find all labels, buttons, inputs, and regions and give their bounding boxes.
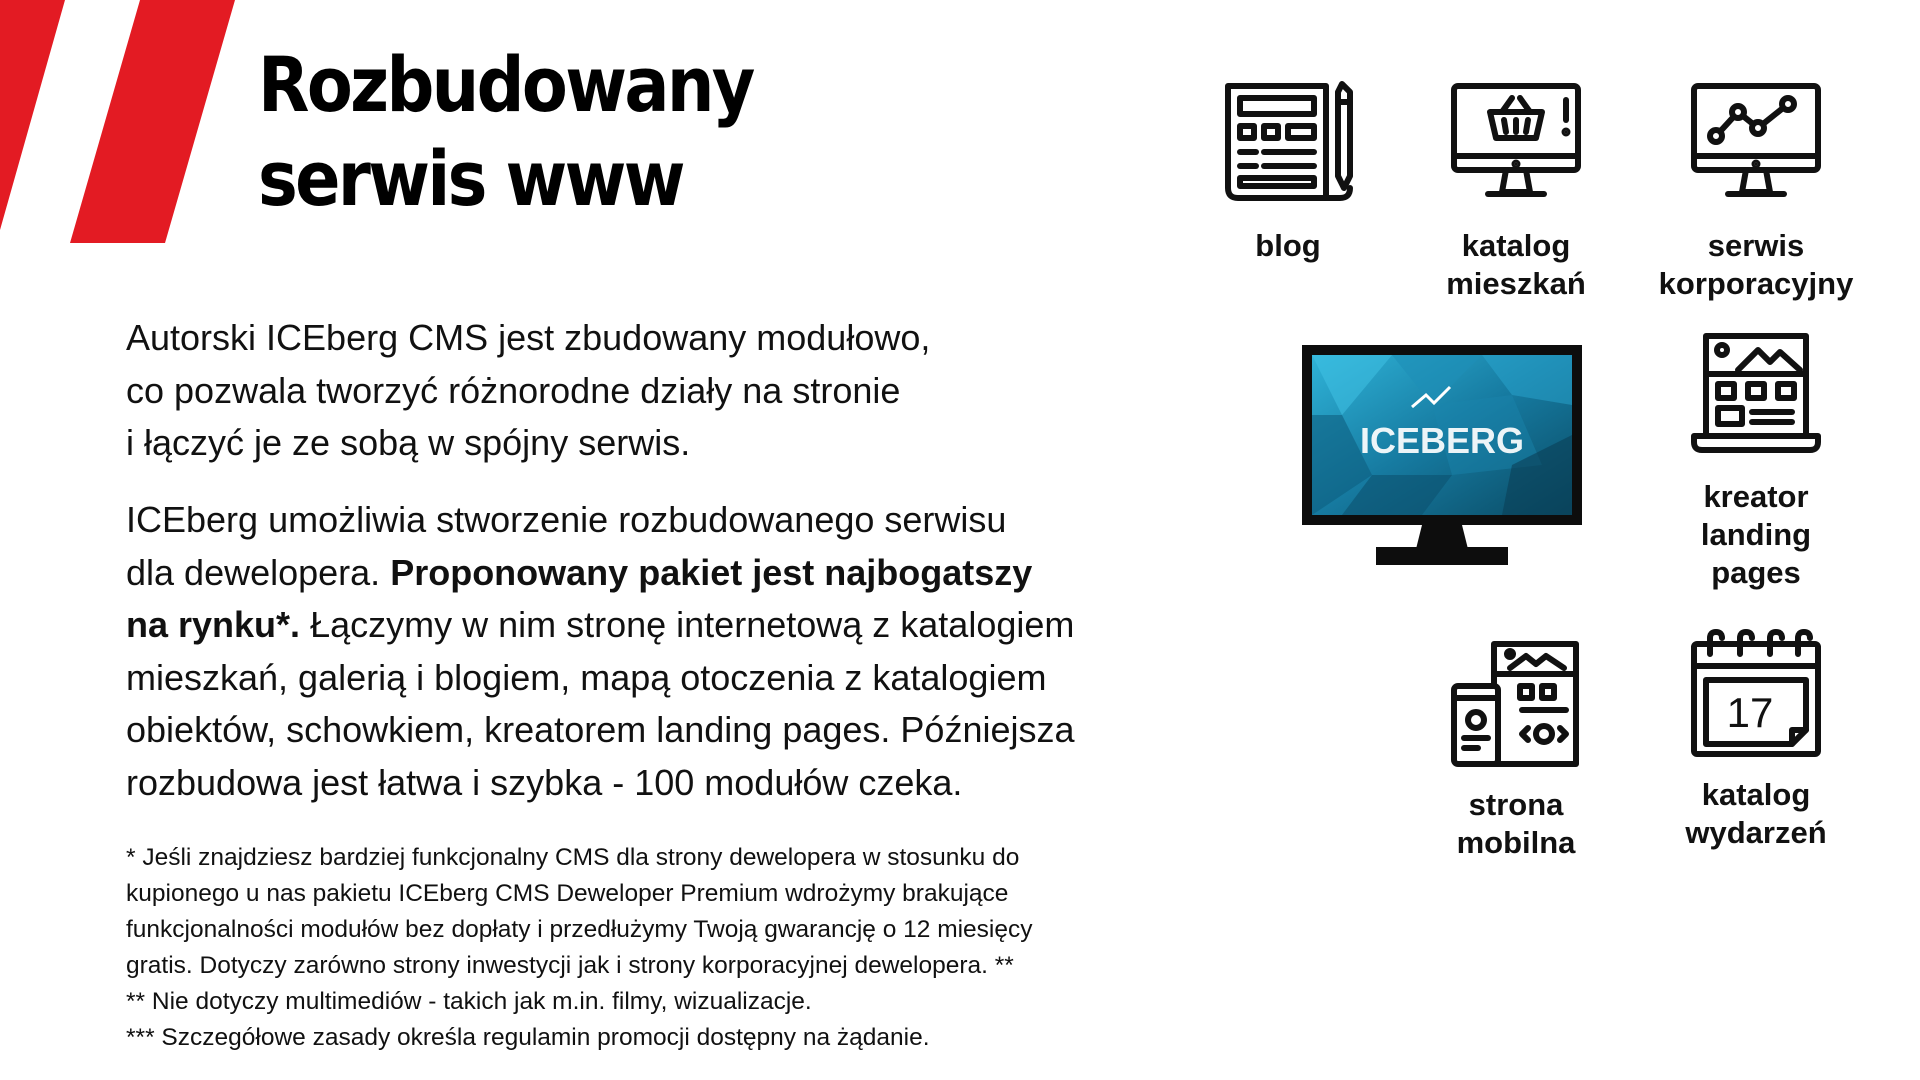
monitor-chart-icon [1688, 80, 1824, 204]
iceberg-monitor-illustration [1302, 345, 1584, 574]
red-stripes-decoration [0, 0, 240, 245]
label-blog-line-1: blog [1255, 228, 1321, 263]
calendar-icon [1688, 628, 1824, 760]
footnote-line-1: * Jeśli znajdziesz bardziej funkcjonalny CMS dla strony dewelopera w stosunku do [126, 844, 1020, 871]
page-title [258, 38, 753, 226]
label-kreator-line-2: landing [1700, 517, 1812, 552]
footnote-line-5: ** Nie dotyczy multimediów - takich jak m.in. filmy, wizualizacje. [126, 988, 812, 1015]
footnote-line-4: gratis. Dotyczy zarówno strony inwestycji jak i strony korporacyjnej dewelopera. ** [126, 952, 1014, 979]
offer-line-2 [126, 547, 1075, 600]
label-serwis-korporacyjny-line-1: serwis [1707, 228, 1805, 263]
offer-line-3 [126, 599, 1075, 652]
mobile-devices-icon [1448, 638, 1584, 770]
offer-line-4: mieszkań, galerią i blogiem, mapą otoczenia z katalogiem [126, 656, 1047, 698]
monitor-basket-icon [1448, 80, 1584, 204]
title-line-1: Rozbudowany [258, 40, 753, 129]
monitor-stand [1416, 525, 1468, 549]
calendar-day-number: 17 [1726, 689, 1774, 736]
label-kreator [1636, 478, 1876, 592]
intro-line-3: i łączyć je ze sobą w spójny serwis. [126, 422, 691, 463]
label-katalog-mieszkan-line-2: mieszkań [1446, 266, 1586, 301]
intro-line-1: Autorski ICEberg CMS jest zbudowany modułowo, [126, 317, 931, 358]
offer-line-1: ICEberg umożliwia stworzenie rozbudowanego serwisu [126, 499, 1007, 540]
red-stripe-left [0, 0, 65, 230]
label-katalog-mieszkan-line-1: katalog [1461, 228, 1571, 263]
monitor-base [1376, 547, 1508, 565]
intro-paragraph [126, 312, 930, 470]
laptop-landing-icon [1688, 330, 1824, 456]
label-katalog-mieszkan [1396, 227, 1636, 303]
offer-line-3-normal: Łączymy w nim stronę internetową z katalogiem [300, 604, 1075, 645]
label-kreator-line-1: kreator [1703, 479, 1809, 514]
red-stripe-right [70, 0, 235, 243]
label-serwis-korporacyjny-line-2: korporacyjny [1658, 266, 1854, 301]
label-blog [1168, 227, 1408, 265]
label-kreator-line-3: pages [1711, 555, 1801, 590]
offer-line-6: rozbudowa jest łatwa i szybka - 100 modułów czeka. [126, 761, 963, 803]
offer-line-3-bold: na rynku*. [126, 604, 301, 645]
offer-paragraph [126, 494, 1075, 809]
label-strona-mobilna-line-2: mobilna [1456, 825, 1576, 860]
label-strona-mobilna [1396, 786, 1636, 862]
footnotes [126, 840, 1033, 1056]
offer-line-5: obiektów, schowkiem, kreatorem landing pages. Późniejsza [126, 709, 1075, 750]
footnote-line-6: *** Szczegółowe zasady określa regulamin promocji dostępny na żądanie. [126, 1024, 930, 1051]
label-strona-mobilna-line-1: strona [1468, 787, 1564, 822]
label-katalog-wydarzen-line-2: wydarzeń [1685, 815, 1827, 850]
label-serwis-korporacyjny [1636, 227, 1876, 303]
newspaper-icon [1222, 78, 1362, 206]
monitor-screen-text: ICEBERG [1359, 420, 1525, 461]
label-katalog-wydarzen [1636, 776, 1876, 852]
title-line-2: serwis www [258, 134, 683, 223]
intro-line-2: co pozwala tworzyć różnorodne działy na stronie [126, 369, 901, 411]
label-katalog-wydarzen-line-1: katalog [1701, 777, 1811, 812]
offer-line-2-bold: Proponowany pakiet jest najbogatszy [390, 551, 1033, 593]
footnote-line-2: kupionego u nas pakietu ICEberg CMS Deweloper Premium wdrożymy brakujące [126, 880, 1009, 907]
offer-line-2-normal: dla dewelopera. [126, 551, 391, 593]
footnote-line-3: funkcjonalności modułów bez dopłaty i przedłużymy Twoją gwarancję o 12 miesięcy [126, 916, 1033, 943]
